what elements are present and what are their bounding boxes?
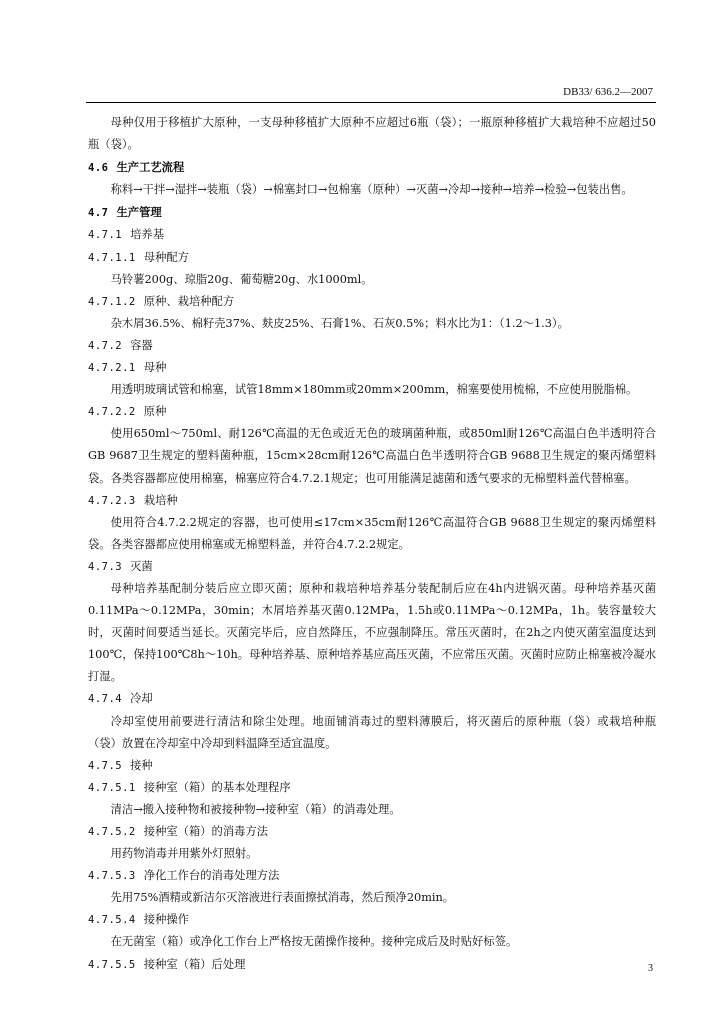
subsection-heading (88, 821, 656, 843)
paragraph: 在无菌室（箱）或净化工作台上严格按无菌操作接种。接种完成后及时贴好标签。 (110, 935, 518, 949)
section-number: 4.7.5.1 (88, 781, 136, 794)
section-number: 4.7.5.2 (88, 826, 136, 838)
section-title: 培养基 (130, 228, 165, 242)
section-title: 灭菌 (130, 559, 153, 573)
section-number: 4.7.5 (88, 759, 123, 772)
section-number: 4.7.4 (88, 693, 123, 706)
paragraph: 清洁→搬入接种物和被接种物→接种室（箱）的消毒处理。 (110, 802, 401, 816)
section-number: 4.7.2.1 (88, 362, 136, 375)
section-title: 原种、栽培种配方 (143, 294, 235, 308)
section-number: 4.6 (88, 162, 109, 175)
document-code: DB33/ 636.2—2007 (563, 86, 653, 98)
section-title: 接种 (130, 758, 153, 772)
section-title: 生产管理 (116, 205, 162, 220)
paragraph: 母种仅用于移植扩大原种，一支母种移植扩大原种不应超过6瓶（袋）；一瓶原种移植扩大栽培种不应超过50瓶（袋）。 (88, 116, 656, 152)
subsection-heading (88, 556, 656, 578)
section-number: 4.7.2.2 (88, 406, 136, 419)
section-heading (88, 156, 656, 179)
section-number: 4.7 (88, 207, 109, 220)
subsection-heading (88, 335, 656, 357)
section-number: 4.7.1.2 (88, 295, 136, 308)
section-title: 母种 (143, 361, 167, 375)
subsection-heading (88, 291, 656, 313)
subsection-heading (88, 490, 656, 512)
section-title: 栽培种 (143, 493, 178, 507)
section-number: 4.7.5.3 (88, 870, 136, 883)
section-number: 4.7.5.4 (88, 914, 136, 927)
paragraph: 用透明玻璃试管和棉塞，试管18mm×180mm或20mm×200mm，棉塞要使用梳棉，不应使用脱脂棉。 (110, 383, 638, 397)
subsection-heading (88, 247, 656, 269)
section-title: 接种室（箱）的消毒方法 (143, 825, 269, 838)
section-title: 母种配方 (143, 250, 189, 264)
section-title: 冷却 (130, 692, 153, 706)
section-title: 容器 (130, 338, 153, 352)
section-title: 接种室（箱）的基本处理程序 (143, 780, 291, 794)
subsection-heading (88, 224, 656, 246)
section-title: 生产工艺流程 (116, 160, 185, 175)
section-title: 接种室（箱）后处理 (143, 957, 246, 971)
section-number: 4.7.3 (88, 560, 123, 573)
paragraph: 用药物消毒并用紫外灯照射。 (110, 847, 258, 861)
subsection-heading (88, 357, 656, 379)
subsection-heading (88, 401, 656, 423)
section-title: 净化工作台的消毒处理方法 (143, 869, 280, 883)
subsection-heading (88, 688, 656, 710)
subsection-heading (88, 755, 656, 777)
subsection-heading (88, 865, 656, 887)
subsection-heading (88, 954, 656, 976)
section-number: 4.7.5.5 (88, 958, 136, 971)
paragraph: 冷却室使用前要进行清洁和除尘处理。地面铺消毒过的塑料薄膜后，将灭菌后的原种瓶（袋）或栽培种瓶（袋）放置在冷却室中冷却到料温降至适宜温度。 (88, 714, 656, 750)
paragraph: 称料→干拌→湿拌→装瓶（袋）→棉塞封口→包棉塞（原种）→灭菌→冷却→接种→培养→检验→包装出售。 (110, 183, 633, 197)
section-number: 4.7.1 (88, 229, 123, 242)
paragraph: 杂木屑36.5%、棉籽壳37%、麸皮25%、石膏1%、石灰0.5%；料水比为1：（1.2～1.3）。 (110, 316, 569, 330)
section-number: 4.7.2 (88, 339, 123, 352)
paragraph: 马铃薯200g、琼脂20g、葡萄糖20g、水1000ml。 (110, 272, 373, 286)
section-title: 原种 (143, 405, 167, 419)
section-heading (88, 201, 656, 224)
section-number: 4.7.2.3 (88, 494, 136, 507)
paragraph: 使用符合4.7.2.2规定的容器，也可使用≤17cm×35cm耐126℃高温符合GB 9688卫生规定的聚丙烯塑料袋。各类容器都应使用棉塞或无棉塑料盖，并符合4.7.2.2规定。 (88, 515, 656, 551)
document-body (88, 112, 656, 976)
section-number: 4.7.1.1 (88, 251, 136, 264)
page-number: 3 (648, 963, 653, 974)
subsection-heading (88, 909, 656, 931)
paragraph: 使用650ml～750ml、耐126℃高温的无色或近无色的玻璃菌种瓶，或850ml耐126℃高温白色半透明符合GB 9687卫生规定的塑料菌种瓶，15cm×28cm耐126℃高温白色半透明符合GB 9688卫生规定的聚丙烯塑料袋。各类容器都应使用棉塞，棉塞应符合4.7.2.1规定；也可用能满足滤菌和透气要求的无棉塑料盖代替棉塞。 (88, 427, 656, 485)
paragraph: 母种培养基配制分装后应立即灭菌；原种和栽培种培养基分装配制后应在4h内进锅灭菌。母种培养基灭菌0.11MPa～0.12MPa，30min；木屑培养基灭菌0.12MPa，1.5h或0.11MPa～0.12MPa，1h。装容量较大时，灭菌时间要适当延长。灭菌完毕后，应自然降压，不应强制降压。常压灭菌时，在2h之内使灭菌室温度达到100℃，保持100℃8h～10h。母种培养基、原种培养基应高压灭菌，不应常压灭菌。灭菌时应防止棉塞被冷凝水打湿。 (88, 581, 656, 684)
paragraph: 先用75%酒精或新洁尔灭溶液进行表面擦拭消毒，然后预净20min。 (110, 891, 455, 905)
header-rule (86, 102, 656, 103)
section-title: 接种操作 (143, 913, 189, 927)
subsection-heading (88, 777, 656, 799)
